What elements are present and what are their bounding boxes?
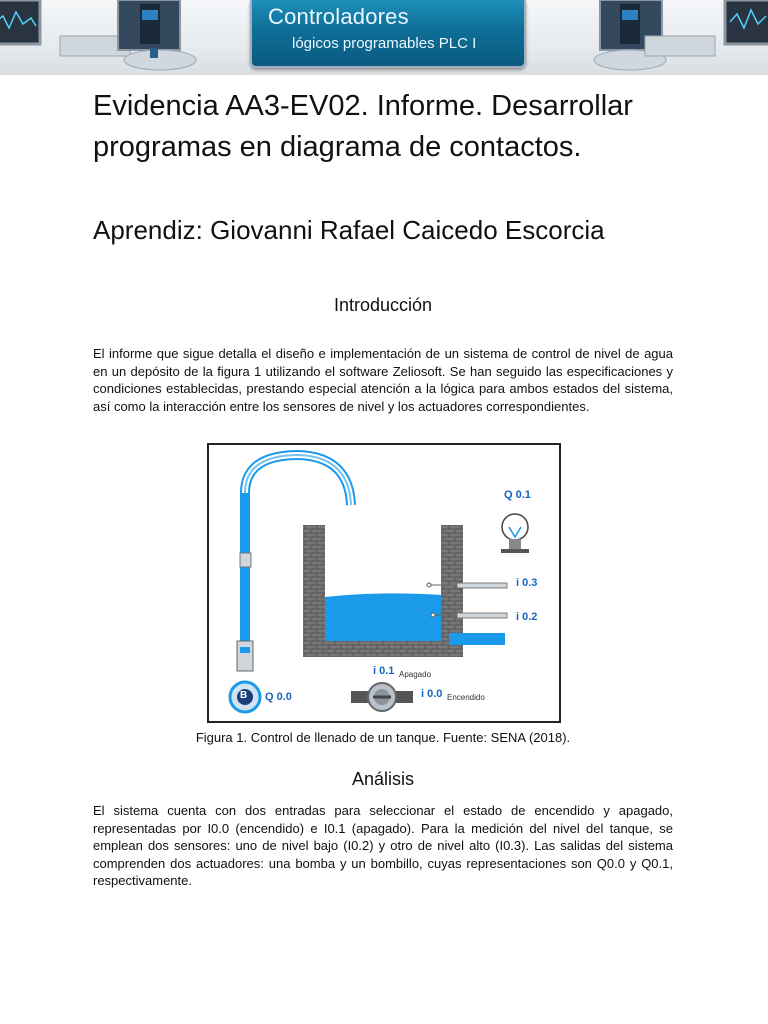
- analysis-paragraph: El sistema cuenta con dos entradas para seleccionar el estado de encendido y apagado, representadas por I0.0 (encendido) e I0.1 (apagado). Para la medición del nivel del tanque, se emplean dos sensores: uno de nivel bajo (I0.2) y otro de nivel alto (I0.3). Las salidas del sistema comprenden dos actuadores: una bomba y un bombillo, cuyas representaciones son Q0.0 y Q0.1, respectivamente.: [93, 803, 673, 888]
- tank-wall-left: [303, 525, 325, 657]
- header-banner: [0, 0, 768, 75]
- pump-letter: B: [240, 690, 248, 701]
- off-state-label: Apagado: [399, 670, 432, 679]
- banner-subtitle: lógicos programables PLC I: [292, 35, 477, 52]
- tank-water: [325, 593, 441, 641]
- computer-illustration-right: [520, 0, 768, 75]
- lamp-icon: [501, 514, 529, 553]
- pump-body: [237, 641, 253, 671]
- low-sensor-label: i 0.2: [516, 611, 538, 623]
- tank-diagram: [209, 445, 559, 721]
- pipe-coupling: [240, 553, 251, 567]
- sensor-high: [457, 583, 507, 588]
- pump-output-label: Q 0.0: [265, 691, 292, 703]
- selector-switch: [351, 683, 413, 711]
- tank-floor: [303, 641, 463, 657]
- figure-caption: Figura 1. Control de llenado de un tanque. Fuente: SENA (2018).: [195, 730, 571, 745]
- banner-title: Controladores: [268, 4, 409, 29]
- tank-diagram-figure: [207, 443, 561, 723]
- on-input-label: i 0.0: [421, 688, 443, 700]
- lamp-output-label: Q 0.1: [504, 489, 531, 501]
- high-sensor-label: i 0.3: [516, 577, 538, 589]
- document-author: Aprendiz: Giovanni Rafael Caicedo Escorcia: [93, 215, 605, 245]
- sensor-low: [457, 613, 507, 618]
- on-state-label: Encendido: [447, 693, 485, 702]
- document-title: Evidencia AA3-EV02. Informe. Desarrollar programas en diagrama de contactos.: [93, 90, 633, 163]
- analysis-heading: Análisis: [351, 769, 415, 789]
- computer-illustration-left: [0, 0, 250, 75]
- intro-paragraph: El informe que sigue detalla el diseño e implementación de un sistema de control de nivel de agua en un depósito de la figura 1 utilizando el software Zeliosoft. Se han seguido las especificaciones y condiciones establecidas, prestando especial atención a la lógica para ambos estados del sistema, así como la interacción entre los sensores de nivel y los actuadores correspondientes.: [93, 346, 673, 414]
- intro-heading: Introducción: [333, 295, 433, 315]
- off-input-label: i 0.1: [373, 665, 395, 677]
